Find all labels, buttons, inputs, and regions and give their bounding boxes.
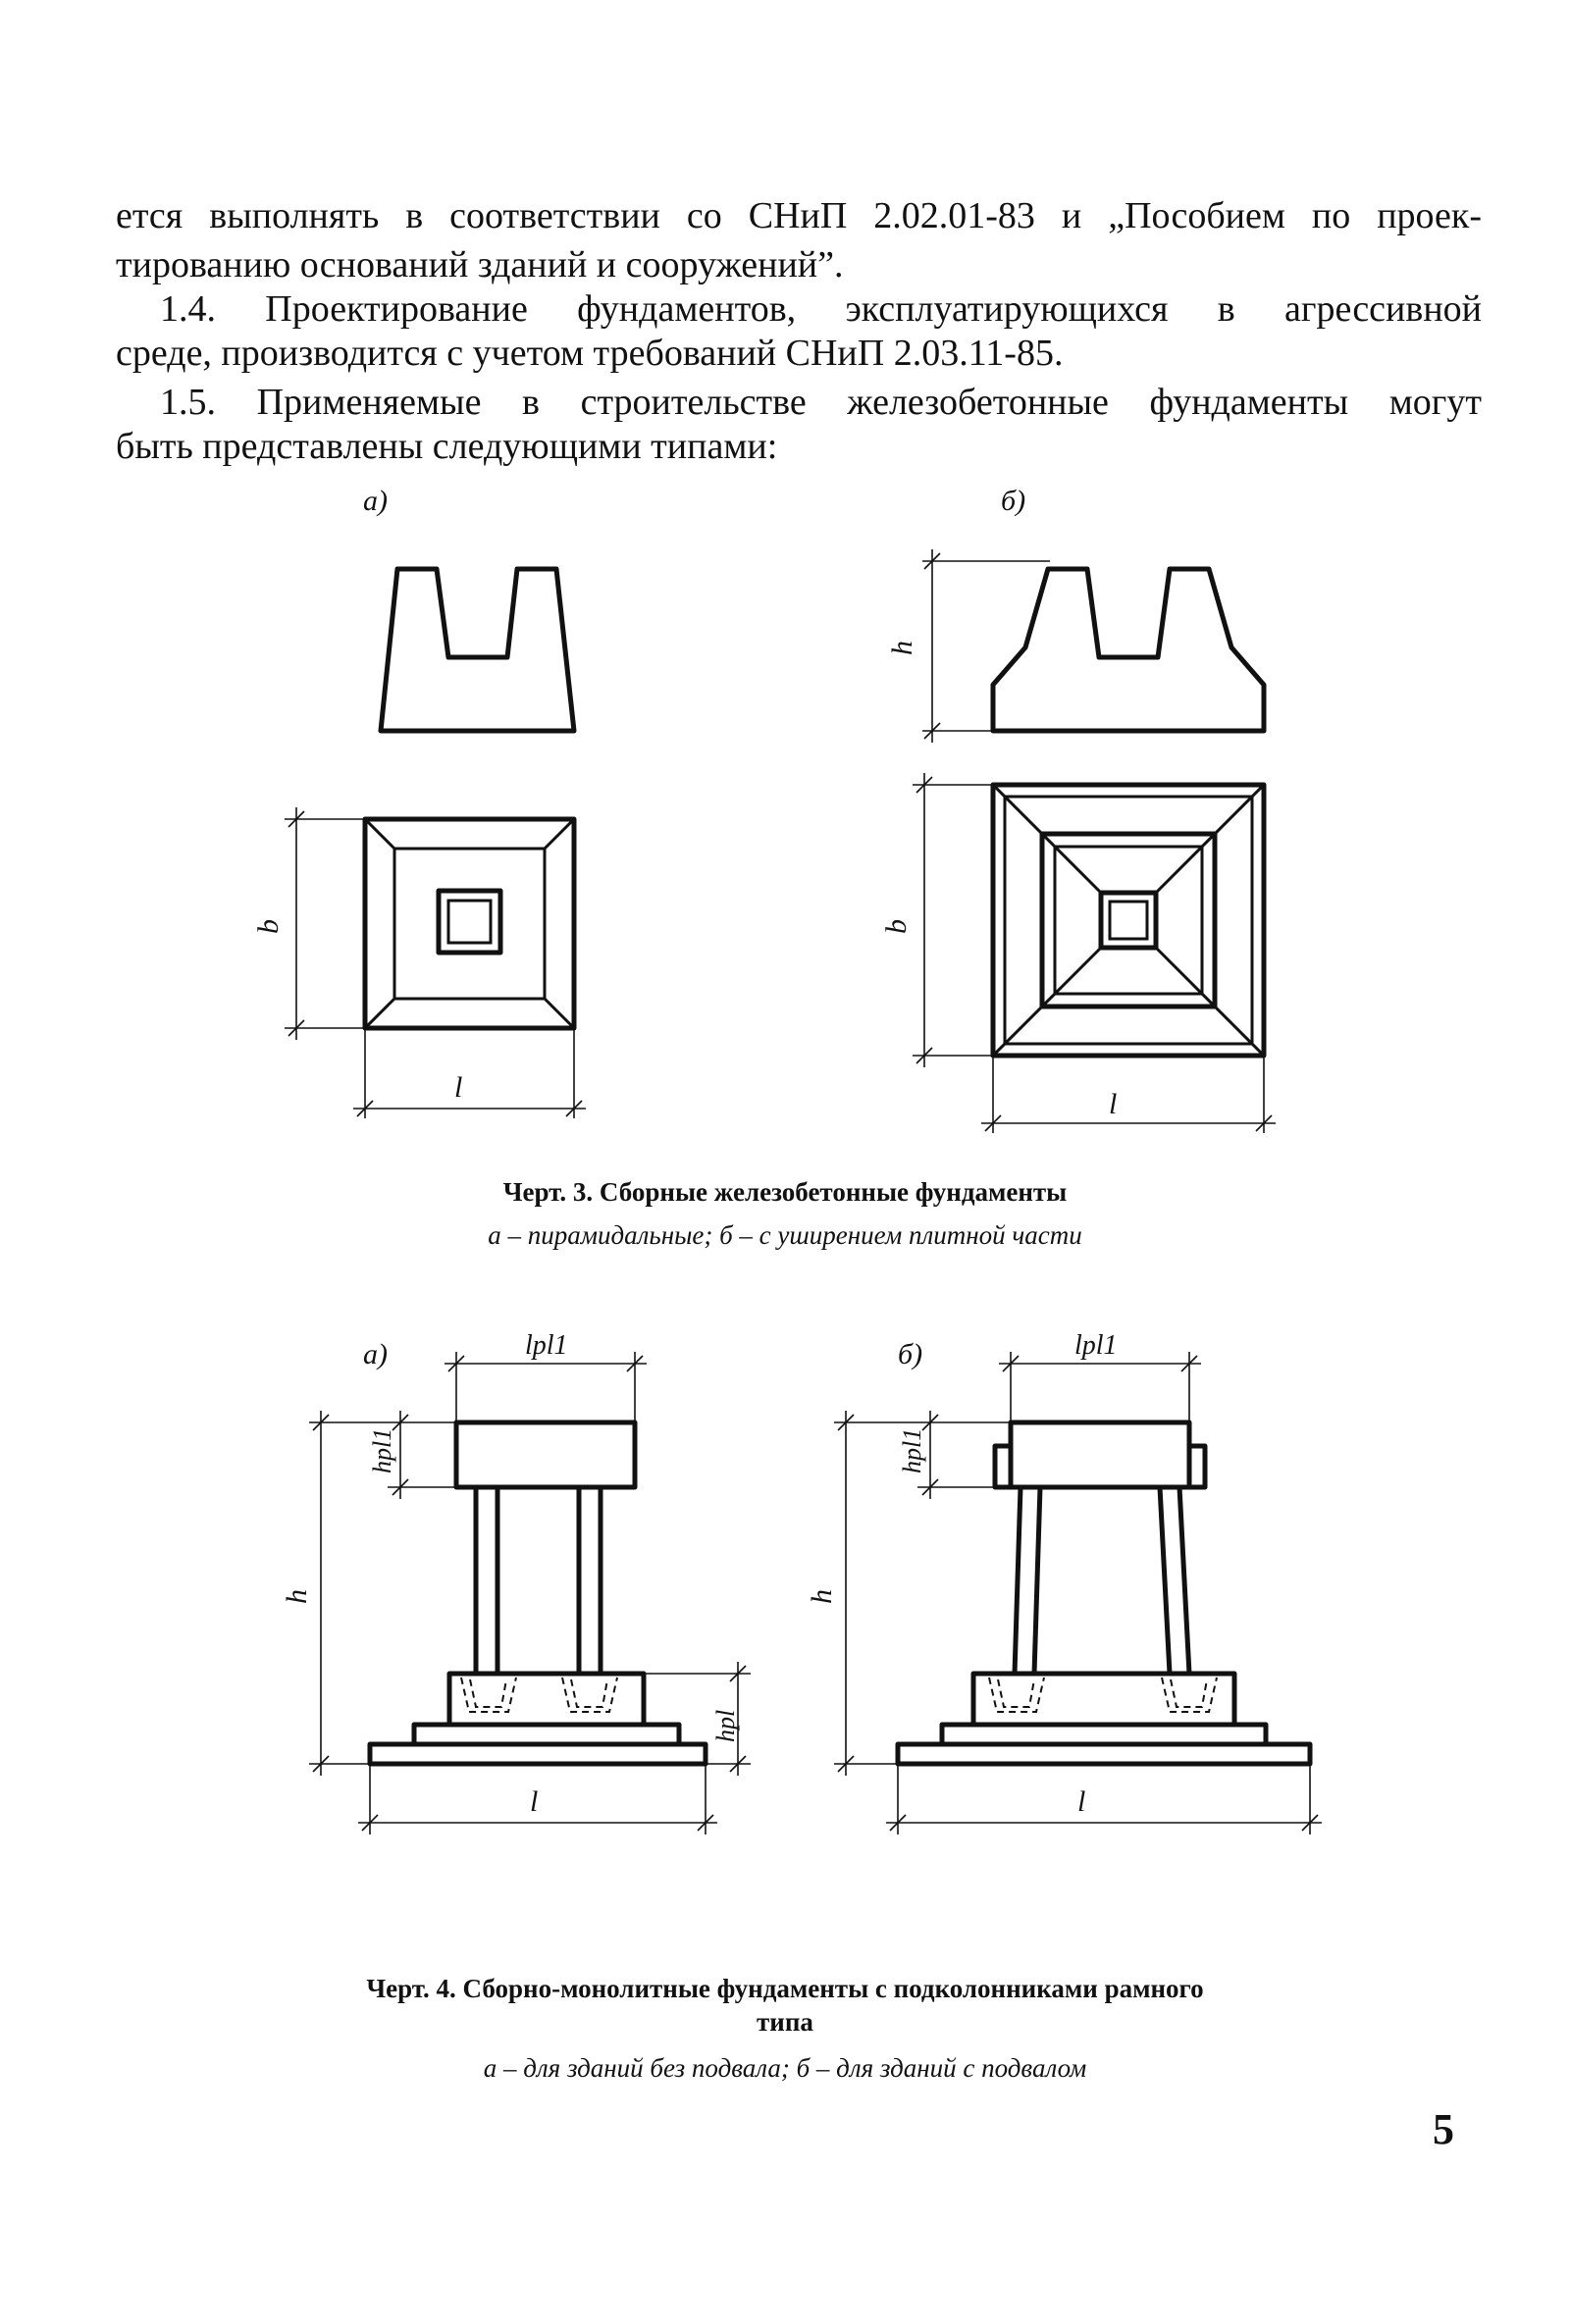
fig4a-structure: [370, 1422, 706, 1764]
fig4a-hpl-label: hpl: [711, 1709, 740, 1742]
fig3b-h-label: h: [886, 641, 918, 655]
figure-4-label-b: б): [898, 1338, 923, 1370]
fig4a-h-dimension: [309, 1411, 370, 1776]
figure-3-label-a: а): [363, 485, 388, 517]
fig4a-hpl1-label: hpl1: [368, 1427, 396, 1473]
figure-3-caption-title: Черт. 3. Сборные железобетонные фундаменты: [502, 1177, 1068, 1207]
paragraph-3-line-1: 1.5. Применяемые в строительстве железобетонные фундаменты могут: [160, 382, 1482, 423]
figure-3-caption-sub: а – пирамидальные; б – с уширением плитной части: [488, 1220, 1082, 1250]
fig4b-h-dimension: [834, 1411, 898, 1776]
fig3a-elevation: [381, 569, 574, 731]
fig3b-plan: [993, 785, 1264, 1056]
paragraph-2-line-2: среде, производится с учетом требований СНиП 2.03.11-85.: [116, 333, 1064, 374]
fig3b-b-dimension: [913, 773, 993, 1067]
fig3b-l-label: l: [1109, 1088, 1118, 1120]
paragraph-1-line-2: тированию оснований зданий и сооружений”.: [116, 244, 844, 285]
fig3b-elevation: [993, 569, 1264, 731]
fig4b-lpl1-label: lpl1: [1074, 1330, 1118, 1361]
fig3b-h-dimension: [922, 549, 1050, 743]
fig3a-plan: [365, 819, 574, 1028]
figure-4-label-a: а): [363, 1338, 388, 1370]
fig3a-l-label: l: [454, 1071, 463, 1104]
page-number: 5: [1433, 2105, 1454, 2153]
fig3b-b-label: b: [880, 919, 913, 934]
fig3b-l-dimension: [981, 1056, 1276, 1133]
figure-3-label-b: б): [1001, 485, 1026, 517]
fig3a-l-dimension: [353, 1028, 586, 1118]
fig4b-structure: [898, 1422, 1310, 1764]
fig3a-b-dimension: [285, 807, 365, 1040]
fig4b-h-label: h: [806, 1589, 838, 1604]
figure-4-caption-title-line-1: Черт. 4. Сборно-монолитные фундаменты с подколонниками рамного: [366, 1974, 1204, 2003]
fig4a-lpl1-dimension: [445, 1352, 647, 1422]
figure-4-caption-sub: а – для зданий без подвала; б – для зданий с подвалом: [483, 2053, 1087, 2083]
fig4b-l-label: l: [1077, 1785, 1086, 1818]
figure-3-drawing: [0, 481, 1570, 1167]
fig4b-lpl1-dimension: [999, 1352, 1201, 1422]
fig4a-lpl1-label: lpl1: [525, 1330, 568, 1361]
figure-4-caption-title-line-2: типа: [757, 2007, 813, 2037]
paragraph-3-line-2: быть представлены следующими типами:: [116, 426, 778, 467]
fig4b-hpl1-label: hpl1: [898, 1427, 926, 1473]
paragraph-1-line-1: ется выполнять в соответствии со СНиП 2.02.01-83 и „Пособием по проек-: [116, 195, 1482, 236]
fig3a-b-label: b: [252, 919, 285, 934]
fig4b-l-dimension: [886, 1764, 1322, 1834]
fig4a-h-label: h: [281, 1589, 313, 1604]
paragraph-2-line-1: 1.4. Проектирование фундаментов, эксплуатирующихся в агрессивной: [160, 288, 1482, 330]
figure-4-drawing: [0, 1324, 1570, 1972]
fig4a-l-label: l: [530, 1785, 539, 1818]
